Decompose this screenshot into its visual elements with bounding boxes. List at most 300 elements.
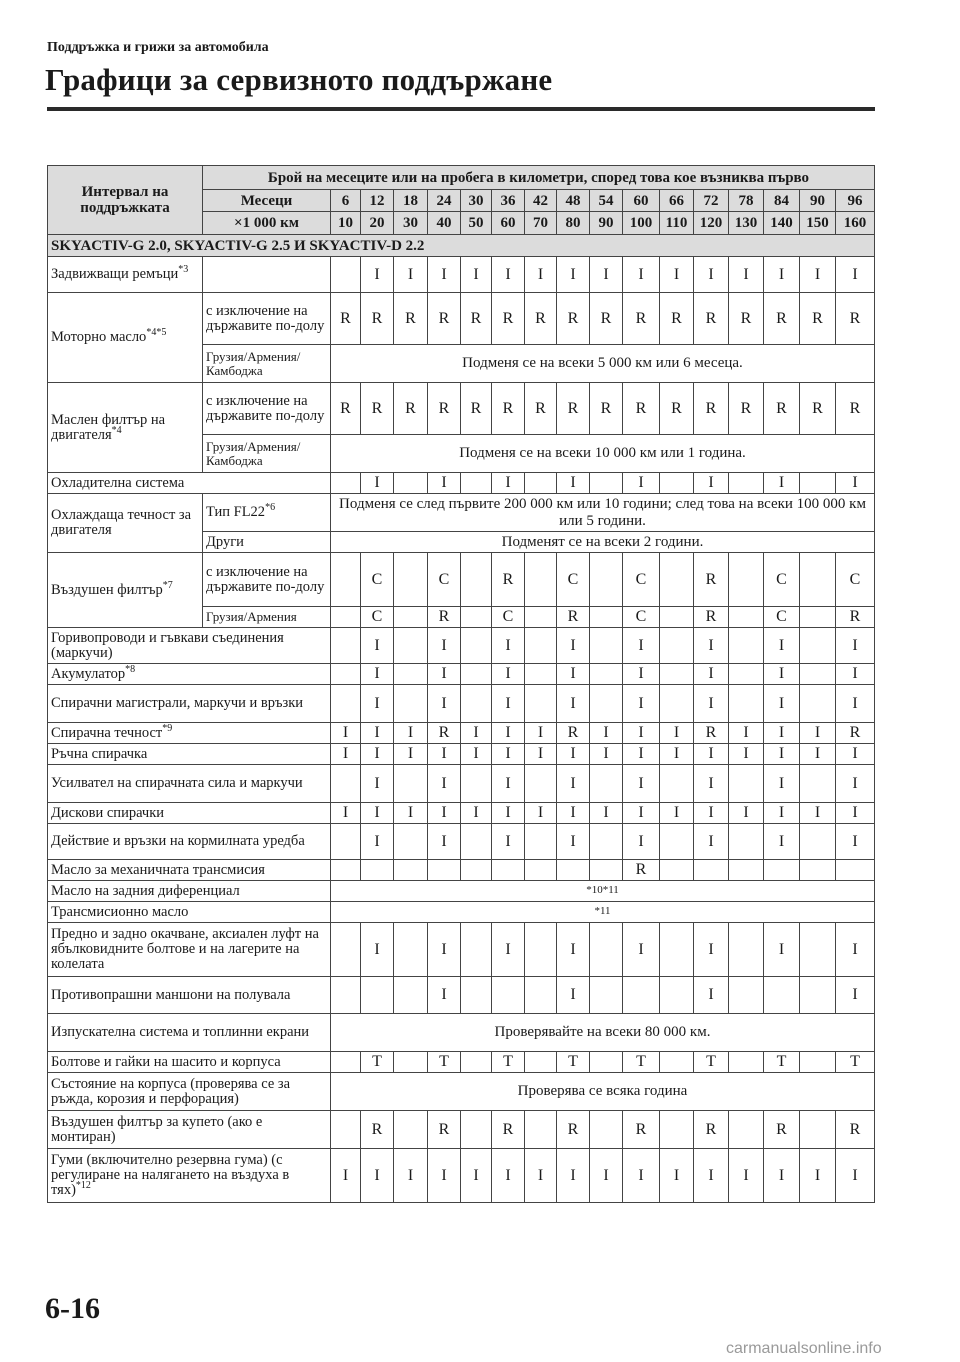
- interval-cell: I: [394, 744, 428, 765]
- interval-cell: [729, 607, 764, 628]
- interval-cell: I: [428, 744, 461, 765]
- row-label-air: [48, 553, 203, 628]
- interval-cell: [800, 824, 836, 860]
- interval-cell: I: [800, 1149, 836, 1203]
- row-label-battery: [48, 664, 331, 685]
- interval-cell: I: [800, 803, 836, 824]
- table-row: [48, 494, 875, 532]
- interval-cell: [394, 628, 428, 664]
- interval-cell: [660, 628, 694, 664]
- interval-cell: [525, 553, 557, 607]
- table-row: [48, 1073, 875, 1111]
- interval-cell: [461, 1052, 492, 1073]
- interval-cell: I: [623, 257, 660, 293]
- interval-cell: [525, 824, 557, 860]
- interval-cell: [361, 860, 394, 881]
- interval-cell: [729, 977, 764, 1014]
- interval-cell: I: [361, 1149, 394, 1203]
- interval-cell: I: [557, 977, 590, 1014]
- interval-cell: [525, 664, 557, 685]
- interval-cell: R: [361, 293, 394, 345]
- footnote-ref: *4*5: [146, 327, 167, 339]
- interval-cell: I: [331, 803, 361, 824]
- interval-cell: I: [623, 473, 660, 494]
- row-label-brake_fluid: [48, 723, 331, 744]
- interval-cell: [394, 1052, 428, 1073]
- interval-cell: I: [694, 664, 729, 685]
- interval-cell: C: [836, 553, 875, 607]
- table-row: [48, 257, 875, 293]
- month-col-header: 12: [361, 190, 394, 212]
- row-label-text: Действие и връзки на кормилната уредба: [51, 833, 305, 849]
- interval-cell: R: [557, 723, 590, 744]
- interval-cell: T: [836, 1052, 875, 1073]
- interval-cell: I: [729, 744, 764, 765]
- interval-cell: I: [590, 257, 623, 293]
- interval-cell: I: [694, 977, 729, 1014]
- interval-cell: [331, 607, 361, 628]
- interval-cell: [660, 824, 694, 860]
- row-label-text: Ръчна спирачка: [51, 745, 148, 762]
- km-col-header: 150: [800, 212, 836, 235]
- interval-cell: [590, 824, 623, 860]
- page-title: Графици за сервизното поддържане: [45, 62, 553, 97]
- span-cell: Проверявайте на всеки 80 000 км.: [331, 1014, 875, 1052]
- interval-cell: I: [428, 473, 461, 494]
- interval-cell: T: [557, 1052, 590, 1073]
- interval-cell: [394, 553, 428, 607]
- interval-cell: R: [361, 1111, 394, 1149]
- interval-cell: R: [590, 383, 623, 435]
- km-col-header: 70: [525, 212, 557, 235]
- km-col-header: 160: [836, 212, 875, 235]
- km-col-header: 140: [764, 212, 800, 235]
- span-cell: Подменя се на всеки 5 000 км или 6 месеца.: [331, 345, 875, 383]
- interval-cell: I: [800, 257, 836, 293]
- interval-cell: [525, 765, 557, 803]
- interval-cell: I: [729, 257, 764, 293]
- interval-cell: [331, 664, 361, 685]
- km-col-header: 60: [492, 212, 525, 235]
- interval-cell: I: [694, 628, 729, 664]
- table-row: [48, 1149, 875, 1203]
- interval-cell: [800, 977, 836, 1014]
- interval-cell: I: [492, 1149, 525, 1203]
- row-sublabel: [203, 345, 331, 383]
- interval-cell: I: [361, 664, 394, 685]
- interval-cell: [729, 765, 764, 803]
- interval-cell: C: [492, 607, 525, 628]
- row-label-text: Спирачна течност: [51, 724, 163, 741]
- row-label-fuel_lines: [48, 628, 331, 664]
- interval-cell: [800, 628, 836, 664]
- table-row: [48, 977, 875, 1014]
- row-label-belts: [48, 257, 203, 293]
- interval-cell: I: [428, 685, 461, 723]
- interval-cell: R: [492, 553, 525, 607]
- interval-cell: I: [836, 977, 875, 1014]
- interval-cell: [394, 1111, 428, 1149]
- empty-subcell: [203, 257, 331, 293]
- km-col-header: 10: [331, 212, 361, 235]
- interval-cell: [525, 685, 557, 723]
- interval-cell: [525, 473, 557, 494]
- row-sublabel-text: Грузия/Армения: [206, 609, 297, 624]
- row-sublabel: [203, 494, 331, 532]
- interval-cell: I: [557, 765, 590, 803]
- interval-cell: [590, 553, 623, 607]
- footnote-ref: *3: [178, 264, 189, 276]
- interval-cell: I: [428, 803, 461, 824]
- interval-cell: [461, 977, 492, 1014]
- interval-cell: I: [461, 1149, 492, 1203]
- interval-cell: R: [525, 383, 557, 435]
- interval-cell: C: [764, 607, 800, 628]
- interval-cell: I: [836, 765, 875, 803]
- interval-cell: I: [394, 257, 428, 293]
- interval-cell: R: [428, 723, 461, 744]
- footnote-ref: *4: [111, 424, 122, 436]
- row-label-text: Масло на задния диференциал: [51, 882, 240, 899]
- interval-cell: [461, 923, 492, 977]
- footnote-ref: *8: [125, 663, 136, 675]
- interval-cell: R: [331, 293, 361, 345]
- interval-cell: R: [492, 383, 525, 435]
- interval-cell: R: [764, 1111, 800, 1149]
- interval-cell: I: [361, 824, 394, 860]
- interval-cell: [660, 860, 694, 881]
- interval-cell: [492, 977, 525, 1014]
- interval-cell: I: [800, 744, 836, 765]
- interval-cell: [729, 923, 764, 977]
- row-label-cooling: [48, 473, 331, 494]
- interval-cell: I: [660, 723, 694, 744]
- interval-cell: [394, 860, 428, 881]
- interval-cell: I: [428, 765, 461, 803]
- interval-cell: I: [492, 765, 525, 803]
- month-col-header: 78: [729, 190, 764, 212]
- row-label-text: Усилвател на спирачната сила и маркучи: [51, 775, 303, 791]
- row-label-text: Въздушен филтър: [51, 581, 163, 598]
- interval-cell: R: [729, 293, 764, 345]
- interval-cell: [331, 685, 361, 723]
- interval-cell: [461, 664, 492, 685]
- interval-cell: [660, 977, 694, 1014]
- interval-cell: [660, 473, 694, 494]
- interval-cell: [461, 473, 492, 494]
- interval-cell: [590, 1052, 623, 1073]
- interval-cell: I: [492, 923, 525, 977]
- interval-cell: I: [836, 744, 875, 765]
- interval-cell: I: [557, 923, 590, 977]
- interval-cell: R: [623, 383, 660, 435]
- row-sublabel-text: с изключение на държавите по-долу: [206, 392, 325, 424]
- interval-cell: C: [623, 607, 660, 628]
- interval-cell: C: [428, 553, 461, 607]
- interval-cell: I: [428, 824, 461, 860]
- interval-cell: I: [836, 685, 875, 723]
- row-label-text: Охладителна система: [51, 474, 185, 491]
- interval-cell: [836, 860, 875, 881]
- title-rule: [47, 107, 875, 111]
- interval-cell: I: [361, 685, 394, 723]
- row-label-diff_oil: [48, 881, 331, 902]
- interval-cell: I: [428, 628, 461, 664]
- interval-cell: I: [394, 803, 428, 824]
- table-row: [48, 383, 875, 435]
- interval-cell: I: [492, 257, 525, 293]
- row-label-exhaust: [48, 1014, 331, 1052]
- interval-cell: [331, 824, 361, 860]
- interval-cell: I: [428, 1149, 461, 1203]
- interval-cell: I: [836, 664, 875, 685]
- interval-cell: [331, 765, 361, 803]
- row-sublabel-text: с изключение на държавите по-долу: [206, 563, 325, 595]
- month-col-header: 42: [525, 190, 557, 212]
- interval-cell: I: [764, 723, 800, 744]
- interval-cell: I: [623, 685, 660, 723]
- interval-cell: I: [492, 824, 525, 860]
- interval-cell: R: [800, 383, 836, 435]
- interval-cell: R: [836, 607, 875, 628]
- interval-cell: R: [694, 723, 729, 744]
- table-row: [48, 553, 875, 607]
- interval-cell: [331, 860, 361, 881]
- interval-cell: T: [428, 1052, 461, 1073]
- interval-cell: I: [557, 473, 590, 494]
- interval-cell: I: [836, 628, 875, 664]
- interval-cell: I: [331, 723, 361, 744]
- interval-cell: I: [492, 473, 525, 494]
- table-row: [48, 860, 875, 881]
- interval-cell: I: [764, 824, 800, 860]
- interval-cell: [331, 628, 361, 664]
- interval-cell: T: [764, 1052, 800, 1073]
- engine-heading: SKYACTIV-G 2.0, SKYACTIV-G 2.5 И SKYACTIV-D 2.2: [48, 235, 875, 257]
- row-label-discs: [48, 803, 331, 824]
- row-label-text: Изпускателна система и топлинни екрани: [51, 1024, 310, 1040]
- row-label-tires: [48, 1149, 331, 1203]
- interval-cell: I: [660, 803, 694, 824]
- interval-cell: [461, 765, 492, 803]
- interval-cell: R: [694, 1111, 729, 1149]
- interval-cell: [525, 1111, 557, 1149]
- interval-cell: R: [800, 293, 836, 345]
- interval-cell: R: [623, 1111, 660, 1149]
- interval-cell: I: [694, 765, 729, 803]
- month-col-header: 6: [331, 190, 361, 212]
- interval-cell: R: [461, 383, 492, 435]
- interval-cell: I: [361, 723, 394, 744]
- km-col-header: 30: [394, 212, 428, 235]
- row-sublabel-text: Грузия/Армения/ Камбоджа: [206, 348, 301, 378]
- interval-cell: C: [623, 553, 660, 607]
- interval-cell: I: [694, 257, 729, 293]
- table-row: [48, 685, 875, 723]
- span-cell: Проверява се всяка година: [331, 1073, 875, 1111]
- interval-cell: R: [660, 293, 694, 345]
- interval-cell: I: [428, 977, 461, 1014]
- interval-cell: R: [836, 383, 875, 435]
- interval-cell: [428, 860, 461, 881]
- interval-cell: I: [461, 803, 492, 824]
- interval-cell: I: [557, 685, 590, 723]
- interval-cell: [660, 923, 694, 977]
- interval-cell: [800, 685, 836, 723]
- interval-cell: R: [764, 383, 800, 435]
- interval-cell: I: [361, 628, 394, 664]
- row-label-parking: [48, 744, 331, 765]
- interval-cell: I: [660, 744, 694, 765]
- row-label-text: Състояние на корпуса (проверява се за ръжда, корозия и перфорация): [51, 1075, 291, 1107]
- span-cell: *11: [331, 902, 875, 923]
- km-col-header: 110: [660, 212, 694, 235]
- interval-cell: I: [492, 628, 525, 664]
- table-row: [48, 723, 875, 744]
- row-label-manual_oil: [48, 860, 331, 881]
- interval-cell: I: [623, 664, 660, 685]
- interval-cell: I: [764, 664, 800, 685]
- interval-cell: [590, 923, 623, 977]
- interval-cell: R: [836, 723, 875, 744]
- interval-cell: [394, 765, 428, 803]
- row-label-steering: [48, 824, 331, 860]
- interval-cell: I: [492, 744, 525, 765]
- interval-cell: R: [623, 860, 660, 881]
- interval-cell: I: [623, 803, 660, 824]
- row-label-cabin_filter: [48, 1111, 331, 1149]
- table-row: [48, 881, 875, 902]
- interval-cell: [525, 607, 557, 628]
- interval-cell: [394, 664, 428, 685]
- interval-cell: I: [694, 824, 729, 860]
- interval-cell: [660, 1052, 694, 1073]
- table-row: [48, 664, 875, 685]
- interval-cell: [525, 1052, 557, 1073]
- interval-cell: R: [525, 293, 557, 345]
- interval-cell: I: [729, 723, 764, 744]
- interval-cell: [729, 664, 764, 685]
- interval-cell: I: [764, 765, 800, 803]
- interval-cell: [764, 860, 800, 881]
- interval-cell: [590, 664, 623, 685]
- interval-cell: [331, 1111, 361, 1149]
- interval-cell: [623, 977, 660, 1014]
- interval-cell: [694, 860, 729, 881]
- interval-cell: I: [394, 1149, 428, 1203]
- km-col-header: 90: [590, 212, 623, 235]
- interval-cell: [394, 824, 428, 860]
- interval-cell: [660, 553, 694, 607]
- month-col-header: 96: [836, 190, 875, 212]
- table-row: [48, 1014, 875, 1052]
- row-label-booster: [48, 765, 331, 803]
- interval-cell: R: [557, 1111, 590, 1149]
- interval-cell: I: [623, 628, 660, 664]
- interval-cell: T: [694, 1052, 729, 1073]
- interval-cell: I: [525, 744, 557, 765]
- interval-cell: I: [836, 473, 875, 494]
- row-label-text: Спирачни магистрали, маркучи и връзки: [51, 695, 304, 711]
- month-col-header: 72: [694, 190, 729, 212]
- row-sublabel-text: Други: [206, 533, 244, 550]
- interval-cell: I: [623, 723, 660, 744]
- row-sublabel: [203, 435, 331, 473]
- table-row: [48, 902, 875, 923]
- interval-cell: [660, 765, 694, 803]
- row-label-text: Гуми (включително резервна гума) (с регулиране на налягането на въздуха в тях): [51, 1152, 290, 1198]
- interval-cell: I: [492, 664, 525, 685]
- month-col-header: 24: [428, 190, 461, 212]
- interval-cell: I: [590, 803, 623, 824]
- interval-cell: I: [361, 257, 394, 293]
- interval-cell: I: [525, 1149, 557, 1203]
- interval-cell: I: [461, 257, 492, 293]
- interval-cell: [729, 685, 764, 723]
- interval-cell: [331, 257, 361, 293]
- interval-cell: R: [694, 553, 729, 607]
- interval-cell: I: [836, 1149, 875, 1203]
- km-col-header: 40: [428, 212, 461, 235]
- interval-cell: I: [461, 723, 492, 744]
- table-row: [48, 293, 875, 345]
- interval-cell: T: [623, 1052, 660, 1073]
- month-col-header: 30: [461, 190, 492, 212]
- interval-cell: [394, 607, 428, 628]
- km-col-header: 100: [623, 212, 660, 235]
- interval-cell: [461, 1111, 492, 1149]
- interval-cell: [590, 607, 623, 628]
- month-col-header: 66: [660, 190, 694, 212]
- row-label-bolts: [48, 1052, 331, 1073]
- row-sublabel-text: Тип FL22: [206, 504, 266, 520]
- table-row: [48, 1111, 875, 1149]
- interval-cell: [525, 977, 557, 1014]
- row-label-trans_oil: [48, 902, 331, 923]
- interval-cell: R: [836, 293, 875, 345]
- maintenance-table-wrap: [47, 165, 873, 1203]
- interval-cell: I: [557, 628, 590, 664]
- km-col-header: 50: [461, 212, 492, 235]
- interval-cell: I: [331, 744, 361, 765]
- row-label-text: Задвижващи ремъци: [51, 266, 179, 282]
- interval-cell: I: [694, 473, 729, 494]
- table-row: [48, 628, 875, 664]
- table-row: [48, 824, 875, 860]
- row-label-text: Моторно масло: [51, 329, 147, 345]
- interval-cell: I: [764, 1149, 800, 1203]
- month-col-header: 60: [623, 190, 660, 212]
- interval-cell: I: [800, 723, 836, 744]
- row-label-boots: [48, 977, 331, 1014]
- interval-cell: I: [428, 257, 461, 293]
- interval-cell: [525, 860, 557, 881]
- interval-cell: [800, 1111, 836, 1149]
- interval-cell: [590, 860, 623, 881]
- table-row: [48, 1052, 875, 1073]
- interval-cell: [590, 473, 623, 494]
- interval-cell: R: [428, 1111, 461, 1149]
- interval-cell: I: [764, 923, 800, 977]
- interval-cell: I: [764, 473, 800, 494]
- interval-cell: I: [694, 685, 729, 723]
- interval-cell: I: [694, 1149, 729, 1203]
- interval-cell: I: [525, 257, 557, 293]
- month-col-header: 54: [590, 190, 623, 212]
- interval-cell: R: [694, 383, 729, 435]
- interval-cell: I: [836, 824, 875, 860]
- row-label-text: Дискови спирачки: [51, 804, 165, 821]
